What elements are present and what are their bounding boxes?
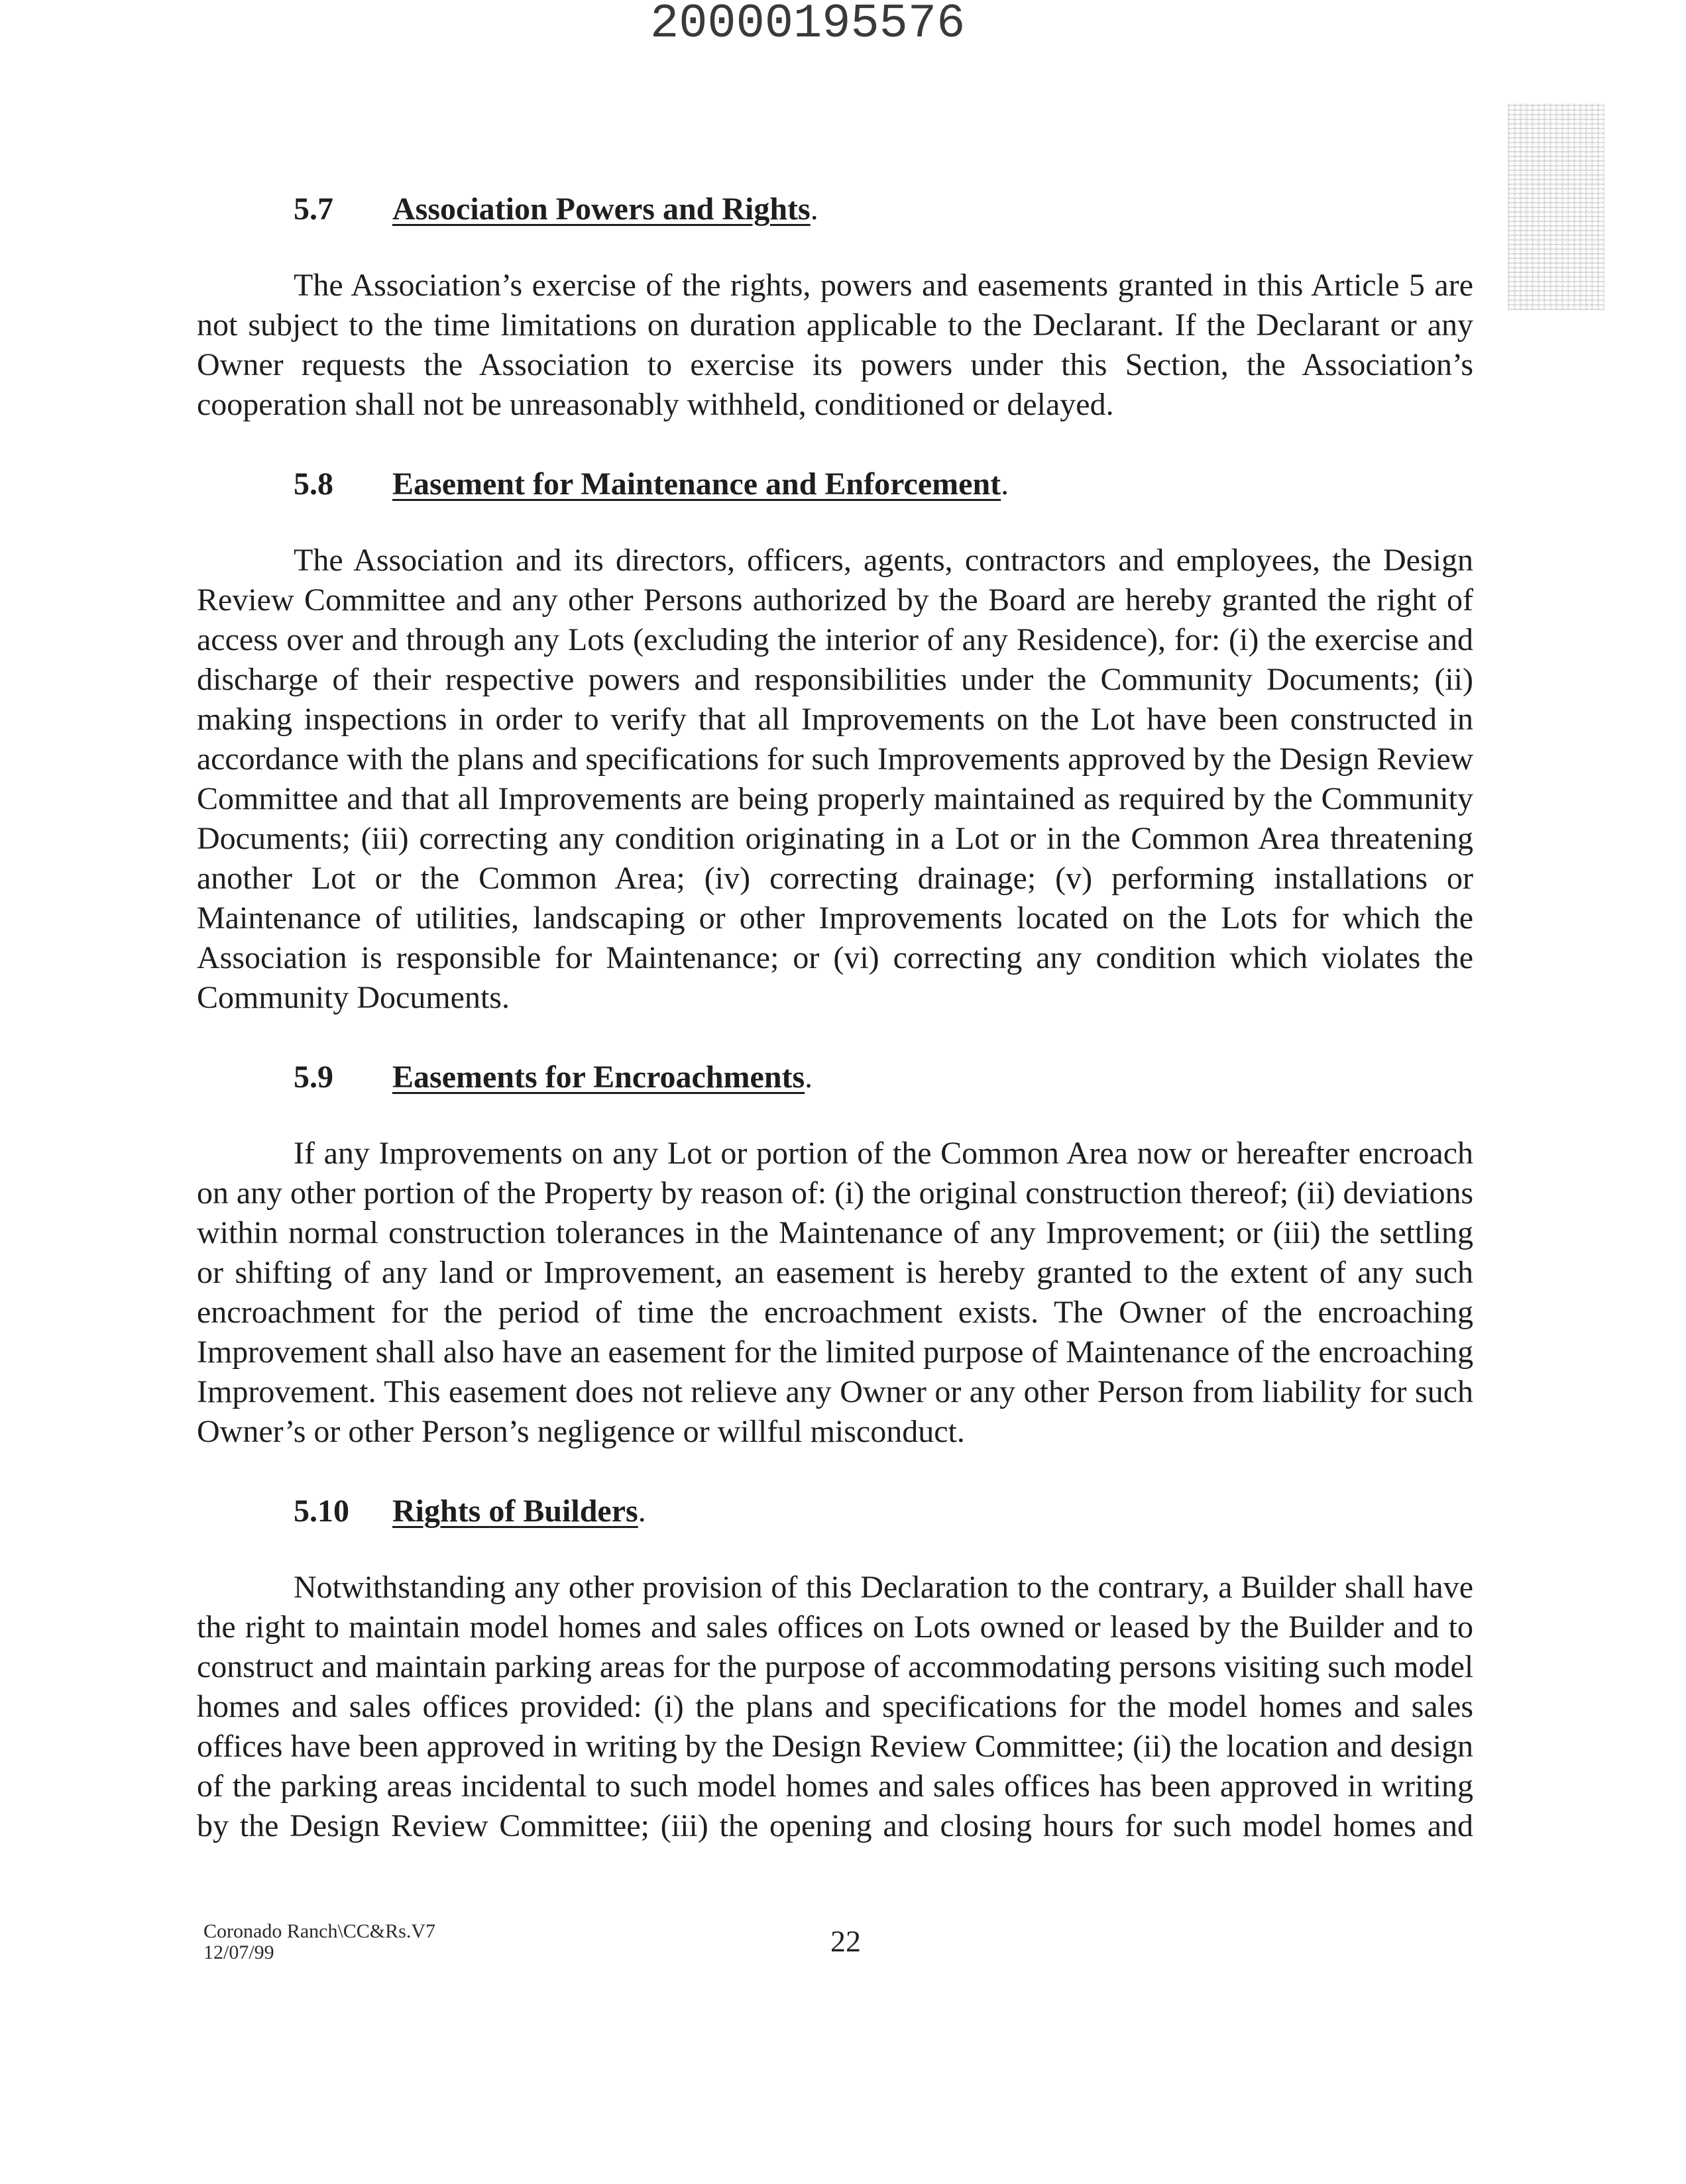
paragraph-line: by the Design Review Committee; (iii) the opening and closing hours for such model homes and — [197, 1808, 1473, 1843]
section-heading — [197, 190, 1473, 229]
paragraph-line: Committee and that all Improvements are being properly maintained as required by the Community — [197, 781, 1473, 816]
paragraph-line: Review Committee and any other Persons authorized by the Board are hereby granted the right of — [197, 582, 1473, 618]
section-number: 5.8 — [294, 466, 333, 502]
page-number: 22 — [830, 1924, 861, 1958]
footer-date: 12/07/99 — [203, 1941, 274, 1963]
document-body — [197, 190, 1473, 1886]
section-title-punct: . — [810, 191, 818, 227]
section-title-punct: . — [1001, 466, 1009, 502]
paragraph-line: Owner’s or other Person’s negligence or willful misconduct. — [197, 1414, 965, 1449]
section-title-wrap — [392, 190, 818, 229]
section-title-punct: . — [805, 1060, 813, 1095]
document-id-stamp: 20000195576 — [650, 0, 966, 51]
section-5-10 — [197, 1492, 1473, 1846]
section-5-8 — [197, 464, 1473, 1018]
section-title-wrap — [392, 1058, 813, 1097]
paragraph-line: the right to maintain model homes and sales offices on Lots owned or leased by the Builder and to — [197, 1610, 1473, 1645]
paragraph-line: or shifting of any land or Improvement, an easement is hereby granted to the extent of any such — [197, 1255, 1473, 1290]
section-5-7 — [197, 190, 1473, 425]
paragraph-line: encroachment for the period of time the encroachment exists. The Owner of the encroaching — [197, 1295, 1473, 1330]
paragraph-line: another Lot or the Common Area; (iv) correcting drainage; (v) performing installations or — [197, 861, 1473, 896]
paragraph-line: not subject to the time limitations on duration applicable to the Declarant. If the Declarant or any — [197, 307, 1473, 343]
paragraph-line: If any Improvements on any Lot or portion of the Common Area now or hereafter encroach — [294, 1136, 1473, 1171]
paragraph-line: Association is responsible for Maintenance; or (vi) correcting any condition which violates the — [197, 940, 1473, 975]
paragraph-line: Community Documents. — [197, 980, 510, 1015]
section-title: Easements for Encroachments — [392, 1060, 805, 1095]
section-number: 5.9 — [294, 1060, 333, 1095]
section-title: Association Powers and Rights — [392, 191, 811, 227]
section-title-punct: . — [638, 1494, 646, 1529]
footer-file-reference: Coronado Ranch\CC&Rs.V7 — [203, 1920, 435, 1942]
section-paragraph — [197, 266, 1473, 425]
section-paragraph — [197, 541, 1473, 1018]
section-title: Easement for Maintenance and Enforcement — [392, 466, 1001, 502]
paragraph-line: Owner requests the Association to exercise its powers under this Section, the Association’s — [197, 347, 1473, 382]
paragraph-line: construct and maintain parking areas for the purpose of accommodating persons visiting such model — [197, 1649, 1474, 1684]
paragraph-line: of the parking areas incidental to such model homes and sales offices has been approved in writing — [197, 1769, 1473, 1804]
scan-noise-mark — [1508, 103, 1604, 310]
section-number: 5.7 — [294, 191, 333, 227]
paragraph-line: Maintenance of utilities, landscaping or other Improvements located on the Lots for which the — [197, 901, 1473, 936]
section-paragraph — [197, 1134, 1473, 1452]
paragraph-line: Improvement shall also have an easement for the limited purpose of Maintenance of the encroaching — [197, 1335, 1473, 1370]
paragraph-line: offices have been approved in writing by the Design Review Committee; (ii) the location and design — [197, 1729, 1473, 1764]
section-heading — [197, 464, 1473, 504]
paragraph-line: Notwithstanding any other provision of this Declaration to the contrary, a Builder shall have — [294, 1570, 1473, 1605]
section-paragraph — [197, 1568, 1473, 1846]
paragraph-line: within normal construction tolerances in the Maintenance of any Improvement; or (iii) the settling — [197, 1215, 1473, 1250]
paragraph-line: The Association and its directors, officers, agents, contractors and employees, the Design — [294, 543, 1473, 578]
paragraph-line: Documents; (iii) correcting any condition originating in a Lot or in the Common Area threatening — [197, 821, 1473, 856]
paragraph-line: discharge of their respective powers and responsibilities under the Community Documents; (ii) — [197, 662, 1473, 697]
section-title: Rights of Builders — [392, 1494, 638, 1529]
section-heading — [197, 1492, 1473, 1531]
section-5-9 — [197, 1058, 1473, 1452]
section-heading — [197, 1058, 1473, 1097]
section-title-wrap — [392, 1492, 646, 1531]
paragraph-line: homes and sales offices provided: (i) the plans and specifications for the model homes and sales — [197, 1689, 1473, 1724]
paragraph-line: Improvement. This easement does not relieve any Owner or any other Person from liability for such — [197, 1374, 1473, 1409]
section-number: 5.10 — [294, 1494, 349, 1529]
section-title-wrap — [392, 464, 1009, 504]
paragraph-line: cooperation shall not be unreasonably withheld, conditioned or delayed. — [197, 387, 1114, 422]
paragraph-line: making inspections in order to verify that all Improvements on the Lot have been constructed in — [197, 702, 1473, 737]
paragraph-line: The Association’s exercise of the rights, powers and easements granted in this Article 5 are — [294, 268, 1473, 303]
paragraph-line: accordance with the plans and specifications for such Improvements approved by the Design Review — [197, 741, 1473, 777]
paragraph-line: on any other portion of the Property by reason of: (i) the original construction thereof; (ii) deviations — [197, 1175, 1473, 1211]
paragraph-line: access over and through any Lots (excluding the interior of any Residence), for: (i) the exercise and — [197, 622, 1473, 657]
